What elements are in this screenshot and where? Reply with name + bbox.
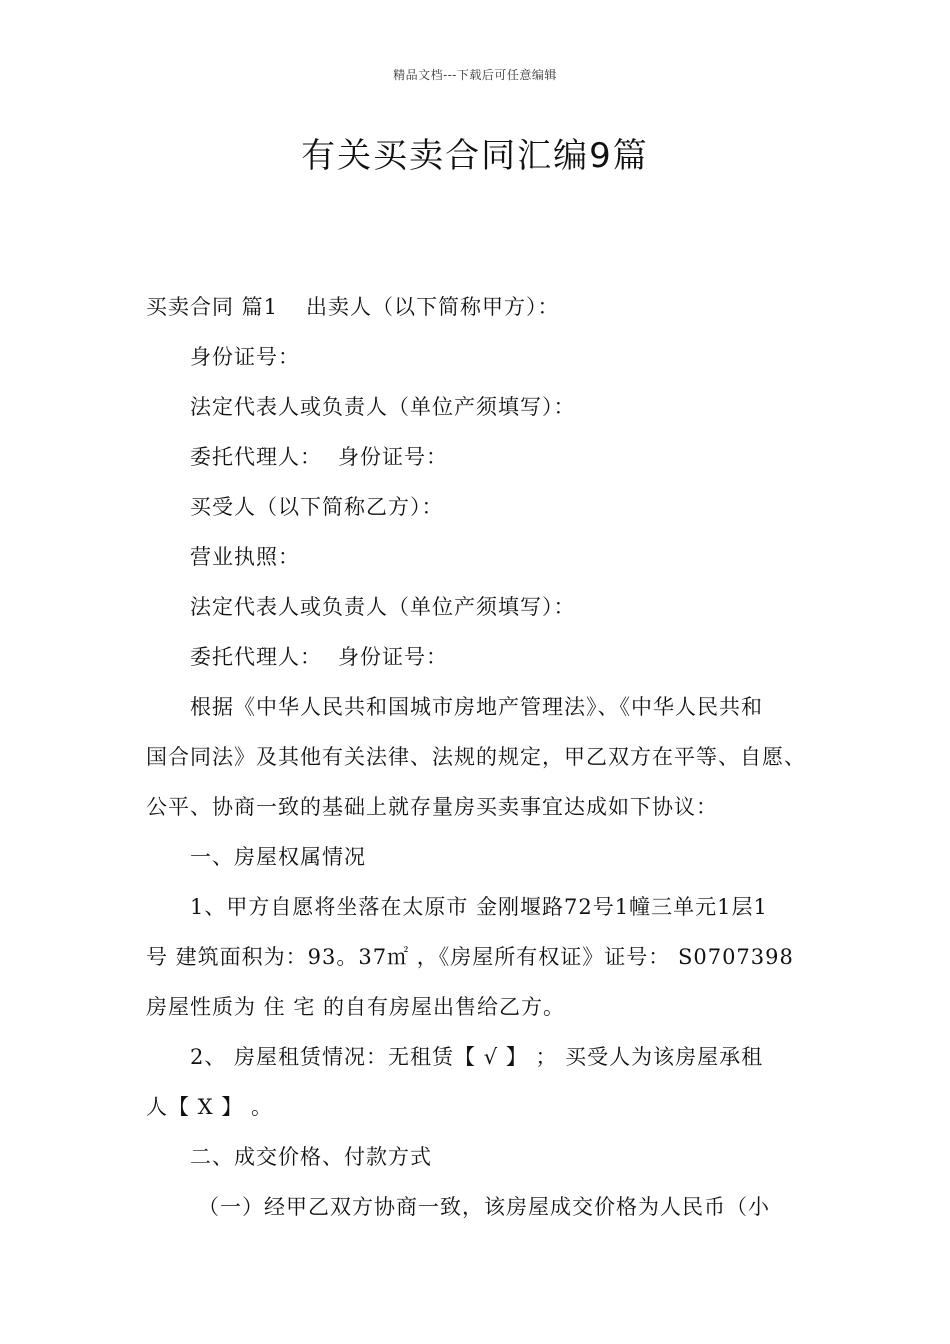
- seller-agent-line: [146, 432, 826, 482]
- seller-agent-id-label: 身份证号：: [338, 445, 448, 469]
- preamble-line-3: 公平、协商一致的基础上就存量房买卖事宜达成如下协议：: [146, 795, 718, 819]
- buyer-label: 买受人（以下简称乙方）：: [190, 495, 444, 519]
- header-note: 精品文档---下载后可任意编辑: [393, 68, 557, 82]
- business-license-label: 营业执照：: [190, 545, 300, 569]
- preamble-line-1: 根据《中华人民共和国城市房地产管理法》、《中华人民共和: [190, 695, 763, 719]
- buyer-agent-id-label: 身份证号：: [338, 645, 448, 669]
- preamble-line-2: 国合同法》及其他有关法律、法规的规定，甲乙双方在平等、自愿、: [146, 745, 806, 769]
- buyer-legal-rep-label: 法定代表人或负责人（单位产须填写）：: [190, 595, 576, 619]
- item-2-line-1: 2、 房屋租赁情况：无租赁【 √ 】 ； 买受人为该房屋承租: [190, 1045, 764, 1069]
- seller-legal-rep-label: 法定代表人或负责人（单位产须填写）：: [190, 395, 576, 419]
- item-1-line-1: 1、甲方自愿将坐落在太原市 金刚堰路72号1幢三单元1层1: [190, 895, 768, 919]
- item-1-line-2: 号 建筑面积为：93。37㎡ ，《房屋所有权证》证号： S0707398: [146, 945, 794, 969]
- contract-section-heading: [146, 282, 826, 332]
- buyer-agent-label: 委托代理人：: [190, 645, 322, 669]
- document-title: 有关买卖合同汇编9篇: [301, 136, 649, 176]
- contract-label: 买卖合同 篇1: [146, 295, 279, 319]
- seller-id-label: 身份证号：: [190, 345, 300, 369]
- buyer-agent-line: [146, 632, 826, 682]
- document-body: [146, 282, 826, 1232]
- item-1-line-3: 房屋性质为 住 宅 的自有房屋出售给乙方。: [146, 995, 566, 1019]
- section-1-heading: 一、房屋权属情况: [190, 845, 366, 869]
- seller-label: 出卖人（以下简称甲方）：: [306, 295, 560, 319]
- seller-agent-label: 委托代理人：: [190, 445, 322, 469]
- section-2-heading: 二、成交价格、付款方式: [190, 1145, 432, 1169]
- item-3-line-1: （一）经甲乙双方协商一致，该房屋成交价格为人民币（小: [198, 1195, 770, 1219]
- item-2-line-2: 人【 X 】 。: [146, 1095, 273, 1119]
